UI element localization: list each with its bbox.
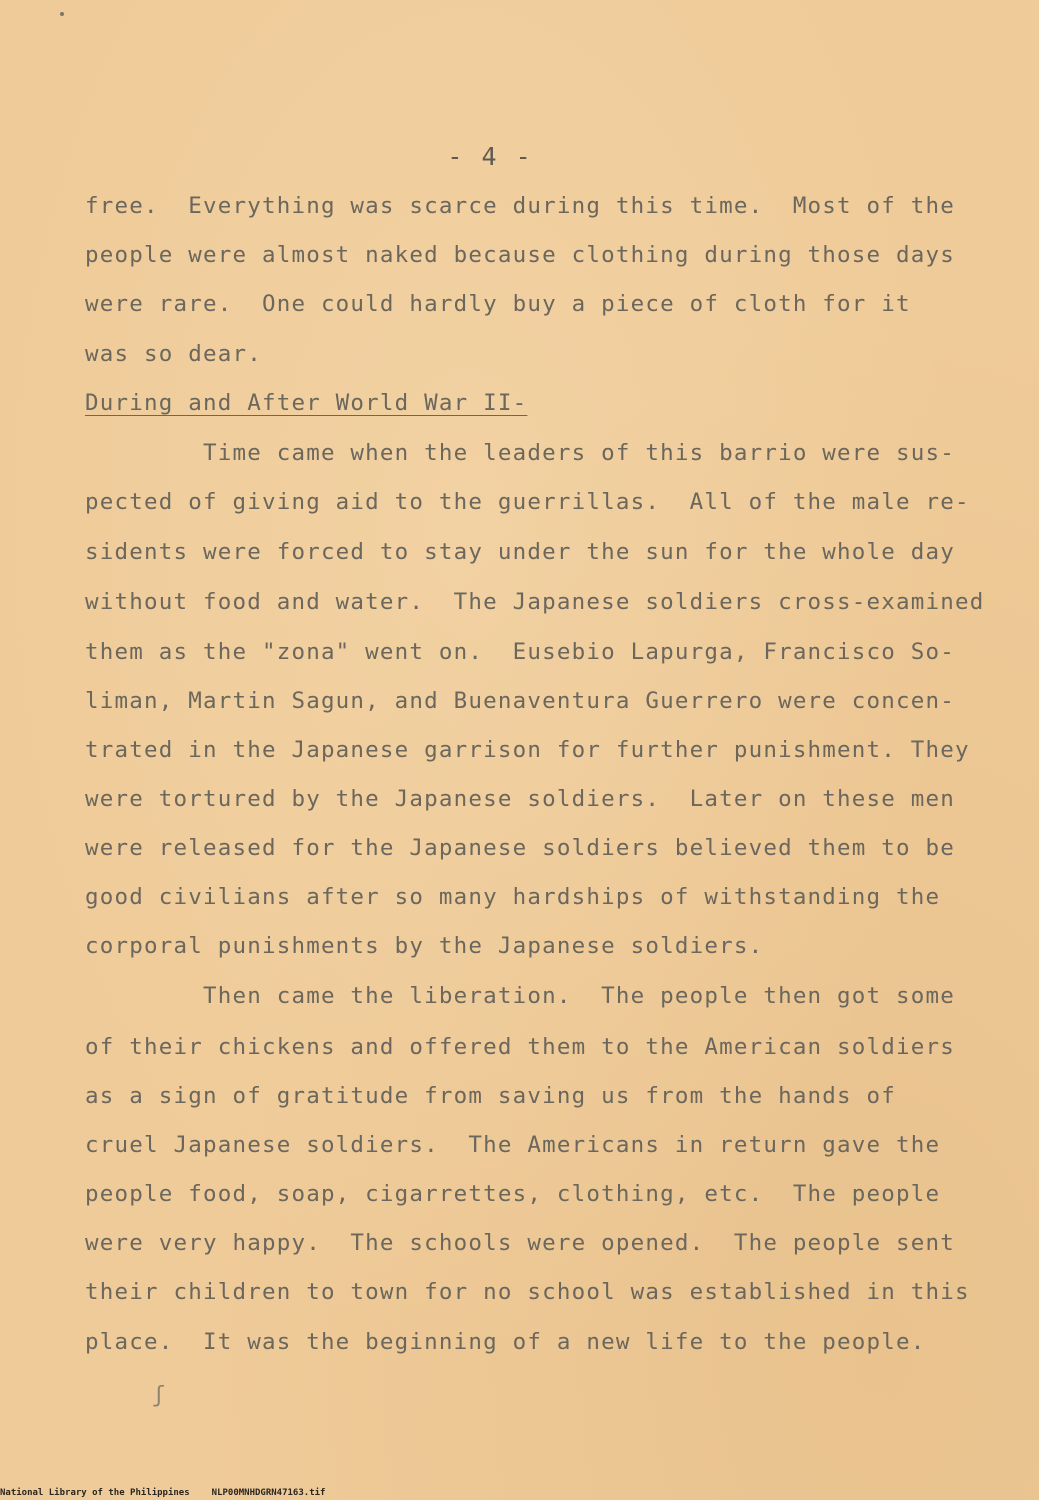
text-line: corporal punishments by the Japanese soldiers. <box>85 933 764 959</box>
text-line: liman, Martin Sagun, and Buenaventura Guerrero were concen- <box>85 688 956 714</box>
text-line: people were almost naked because clothing during those days <box>85 242 956 268</box>
pencil-mark-icon: ʃ <box>152 1383 166 1408</box>
text-line: their children to town for no school was established in this <box>85 1279 970 1305</box>
text-line: pected of giving aid to the guerrillas. All of the male re- <box>85 489 970 515</box>
text-line: as a sign of gratitude from saving us from the hands of <box>85 1083 897 1109</box>
text-line: sidents were forced to stay under the sun for the whole day <box>85 539 956 565</box>
section-heading: During and After World War II- <box>85 390 528 416</box>
text-line: good civilians after so many hardships of withstanding the <box>85 884 941 910</box>
footer-library: National Library of the Philippines <box>0 1488 190 1498</box>
text-line: trated in the Japanese garrison for further punishment. They <box>85 737 970 763</box>
text-line: them as the "zona" went on. Eusebio Lapurga, Francisco So- <box>85 639 956 665</box>
text-line: were very happy. The schools were opened. The people sent <box>85 1230 956 1256</box>
text-line: without food and water. The Japanese soldiers cross-examined <box>85 589 985 615</box>
text-line: place. It was the beginning of a new life to the people. <box>85 1329 926 1355</box>
text-line: Time came when the leaders of this barrio were sus- <box>85 440 956 466</box>
text-line: were tortured by the Japanese soldiers. Later on these men <box>85 786 956 812</box>
page-number: - 4 - <box>447 142 533 171</box>
speck-icon <box>60 12 64 16</box>
text-line: Then came the liberation. The people then got some <box>85 983 956 1009</box>
text-line: were rare. One could hardly buy a piece of cloth for it <box>85 291 911 317</box>
text-line: were released for the Japanese soldiers believed them to be <box>85 835 956 861</box>
scan-footer <box>0 1487 347 1500</box>
footer-file-id: NLP00MNHDGRN47163.tif <box>211 1488 326 1498</box>
text-line: was so dear. <box>85 341 262 367</box>
text-line: people food, soap, cigarrettes, clothing, etc. The people <box>85 1181 941 1207</box>
text-line: of their chickens and offered them to the American soldiers <box>85 1034 956 1060</box>
text-line: cruel Japanese soldiers. The Americans in return gave the <box>85 1132 941 1158</box>
text-line: free. Everything was scarce during this time. Most of the <box>85 193 956 219</box>
